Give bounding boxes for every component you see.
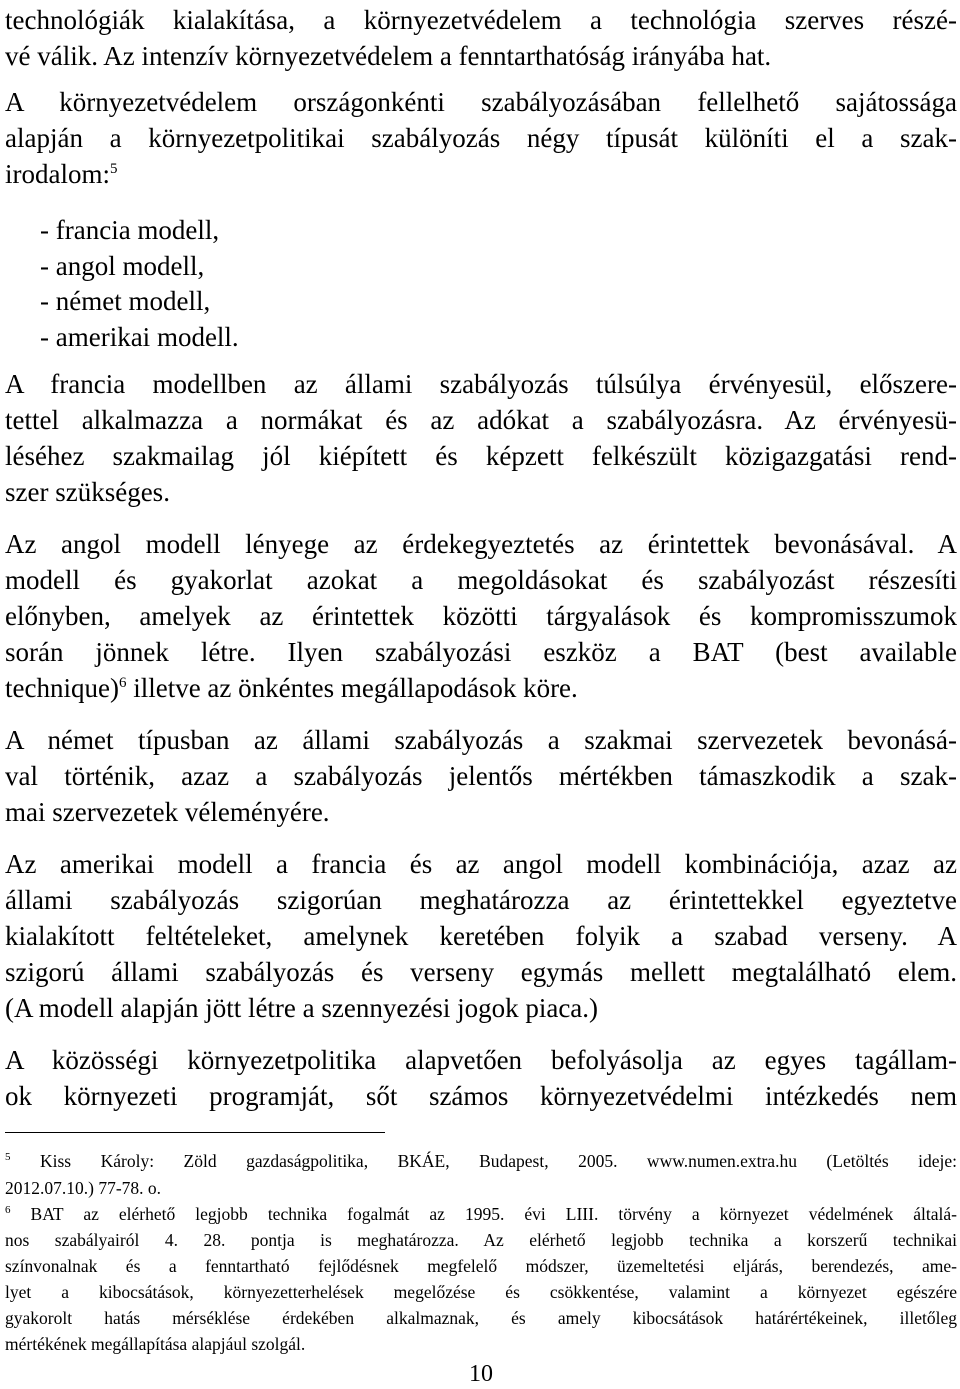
model-list-item: - német modell, — [40, 286, 211, 316]
footnote-number: 6 — [5, 1204, 11, 1217]
footnote-text: BAT az elérhető legjobb technika fogalmát az 1995. évi LIII. törvény a környezet védelmének általá- — [30, 1204, 957, 1224]
paragraph-line: A francia modellben az állami szabályozás túlsúlya érvényesül, előszere- — [5, 369, 957, 399]
footnote-reference: 5 — [109, 161, 118, 177]
footnote-text: Kiss Károly: Zöld gazdaságpolitika, BKÁE, Budapest, 2005. www.numen.extra.hu (Letöltés ideje: — [40, 1151, 957, 1171]
paragraph-line: val történik, azaz a szabályozás jelentős mértékben támaszkodik a szak- — [5, 761, 957, 791]
paragraph-line: A környezetvédelem országonkénti szabályozásában fellelhető sajátossága — [5, 87, 957, 117]
paragraph-line: technológiák kialakítása, a környezetvédelem a technológia szerves részé- — [5, 5, 957, 35]
paragraph-line — [5, 156, 957, 192]
footnote-reference: 6 — [118, 675, 127, 691]
paragraph-text: technique) — [5, 673, 119, 703]
paragraph-line: tettel alkalmazza a normákat és az adókat a szabályozásra. Az érvényesü- — [5, 405, 957, 435]
paragraph-line: léséhez szakmailag jól kiépített és képzett felkészült közigazgatási rend- — [5, 441, 957, 471]
paragraph-line: A német típusban az állami szabályozás a szakmai szervezetek bevonásá- — [5, 725, 957, 755]
paragraph-line: szigorú állami szabályozás és verseny egymás mellett megtalálható elem. — [5, 957, 957, 987]
footnote-line — [5, 1149, 957, 1173]
paragraph-line: szer szükséges. — [5, 477, 170, 507]
paragraph-text: illetve az önkéntes megállapodások köre. — [126, 673, 578, 703]
page-number: 10 — [469, 1361, 493, 1387]
footnote-line: nos szabályairól 4. 28. pontja is meghatározza. Az elérhető legjobb technika a korszerű technikai — [5, 1230, 957, 1250]
footnote-number: 5 — [5, 1151, 11, 1164]
paragraph-line: ok környezeti programját, sőt számos környezetvédelmi intézkedés nem — [5, 1081, 957, 1111]
footnote-line: 2012.07.10.) 77-78. o. — [5, 1178, 162, 1198]
model-list-item: - amerikai modell. — [40, 322, 239, 352]
footnote-line — [5, 1202, 957, 1226]
paragraph-line: vé válik. Az intenzív környezetvédelem a fenntarthatóság irányába hat. — [5, 41, 772, 71]
paragraph-line: Az amerikai modell a francia és az angol modell kombinációja, azaz az — [5, 849, 957, 879]
model-list-item: - francia modell, — [40, 215, 220, 245]
model-list-item: - angol modell, — [40, 251, 205, 281]
footnote-line: színvonalnak és a fenntartható fejlődésnek megfelelő módszer, üzemeltetési eljárás, berendezés, ame- — [5, 1256, 957, 1276]
footnote-separator — [5, 1132, 385, 1133]
paragraph-line: modell és gyakorlat azokat a megoldásokat és szabályozást részesíti — [5, 565, 957, 595]
paragraph-text: irodalom: — [5, 159, 110, 189]
paragraph-line: alapján a környezetpolitikai szabályozás négy típusát különíti el a szak- — [5, 123, 957, 153]
footnote-line: gyakorolt hatás mérséklése érdekében alkalmaznak, és amely kibocsátások határértékeinek, illetőleg — [5, 1308, 957, 1328]
footnote-line: lyet a kibocsátások, környezetterhelések megelőzése és csökkentése, valamint a környezet egészére — [5, 1282, 957, 1302]
footnote-line: mértékének megállapítása alapjául szolgál. — [5, 1334, 306, 1354]
paragraph-line — [5, 670, 957, 706]
paragraph-line: A közösségi környezetpolitika alapvetően befolyásolja az egyes tagállam- — [5, 1045, 957, 1075]
paragraph-line: (A modell alapján jött létre a szennyezési jogok piaca.) — [5, 993, 599, 1023]
paragraph-line: során jönnek létre. Ilyen szabályozási eszköz a BAT (best available — [5, 637, 957, 667]
paragraph-line: Az angol modell lényege az érdekegyeztetés az érintettek bevonásával. A — [5, 529, 957, 559]
paragraph-line: előnyben, amelyek az érintettek közötti tárgyalások és kompromisszumok — [5, 601, 957, 631]
paragraph-line: mai szervezetek véleményére. — [5, 797, 330, 827]
paragraph-line: állami szabályozás szigorúan meghatározza az érintettekkel egyeztetve — [5, 885, 957, 915]
paragraph-line: kialakított feltételeket, amelynek keretében folyik a szabad verseny. A — [5, 921, 957, 951]
